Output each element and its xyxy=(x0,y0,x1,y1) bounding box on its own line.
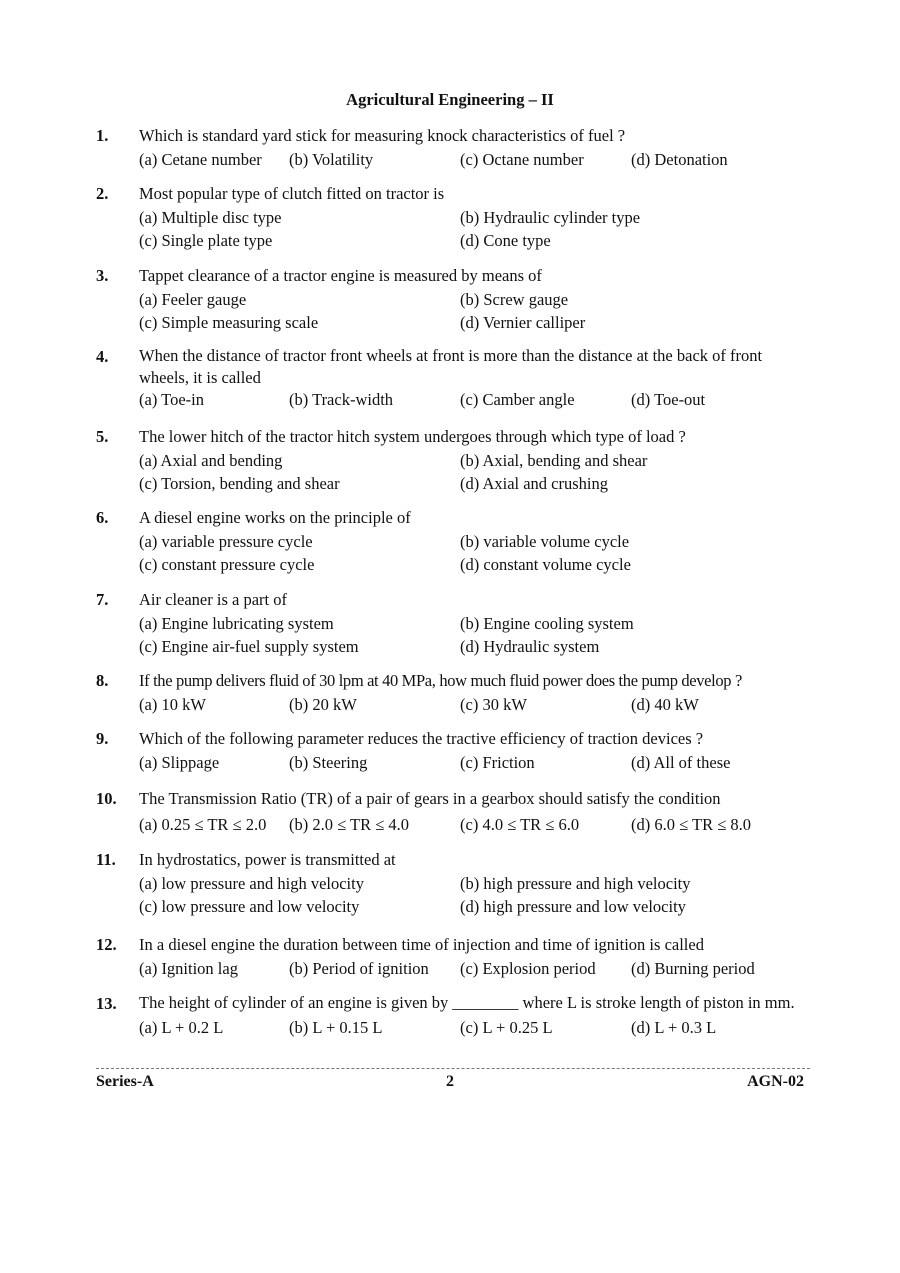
question-8 xyxy=(96,669,810,716)
footer-page-number: 2 xyxy=(446,1073,454,1090)
footer-series: Series-A xyxy=(96,1073,154,1090)
question-1 xyxy=(96,124,810,171)
question-text: Which of the following parameter reduces the tractive efficiency of traction devices ? xyxy=(139,729,704,748)
question-text: Tappet clearance of a tractor engine is measured by means of xyxy=(139,266,542,285)
footer-divider xyxy=(96,1068,810,1069)
question-number: 13. xyxy=(96,994,117,1013)
question-number: 9. xyxy=(96,729,109,748)
question-13 xyxy=(96,992,810,1039)
option-b: (b) Hydraulic cylinder type xyxy=(460,207,641,227)
option-a: (a) Slippage xyxy=(139,752,220,772)
option-a: (a) Ignition lag xyxy=(139,958,238,978)
question-number: 3. xyxy=(96,266,109,285)
option-c: (c) 30 kW xyxy=(460,694,527,714)
option-d: (d) Axial and crushing xyxy=(460,474,609,493)
question-text: The lower hitch of the tractor hitch system undergoes through which type of load ? xyxy=(139,427,686,446)
option-a: (a) Engine lubricating system xyxy=(139,613,334,633)
question-5 xyxy=(96,425,810,496)
question-text: A diesel engine works on the principle of xyxy=(139,508,411,527)
option-a: (a) variable pressure cycle xyxy=(139,531,313,551)
option-b: (b) high pressure and high velocity xyxy=(460,873,691,893)
question-3 xyxy=(96,264,810,335)
question-number: 7. xyxy=(96,590,109,609)
option-a: (a) Multiple disc type xyxy=(139,207,282,227)
question-2 xyxy=(96,182,810,253)
option-a: (a) L + 0.2 L xyxy=(139,1017,224,1037)
option-d: (d) high pressure and low velocity xyxy=(460,897,686,916)
option-a: (a) Feeler gauge xyxy=(139,289,247,309)
option-c: (c) 4.0 ≤ TR ≤ 6.0 xyxy=(460,814,580,834)
option-d: (d) 40 kW xyxy=(631,694,699,714)
option-c: (c) low pressure and low velocity xyxy=(139,897,360,916)
question-9 xyxy=(96,727,810,774)
option-c: (c) Single plate type xyxy=(139,231,273,250)
option-a: (a) Axial and bending xyxy=(139,450,283,470)
footer-code: AGN-02 xyxy=(747,1073,804,1090)
question-text: If the pump delivers fluid of 30 lpm at 40 MPa, how much fluid power does the pump develop ? xyxy=(139,671,742,690)
option-b: (b) Volatility xyxy=(289,149,374,169)
option-d: (d) Vernier calliper xyxy=(460,313,586,332)
option-c: (c) Engine air-fuel supply system xyxy=(139,637,359,656)
option-b: (b) Period of ignition xyxy=(289,958,429,978)
option-b: (b) Steering xyxy=(289,752,368,772)
option-b: (b) Track-width xyxy=(289,390,394,409)
question-text: Which is standard yard stick for measuring knock characteristics of fuel ? xyxy=(139,126,626,145)
option-c: (c) Simple measuring scale xyxy=(139,313,319,332)
option-d: (d) Toe-out xyxy=(631,390,706,409)
question-number: 1. xyxy=(96,126,109,145)
option-c: (c) Torsion, bending and shear xyxy=(139,474,340,493)
option-c: (c) Friction xyxy=(460,752,535,772)
question-11 xyxy=(96,848,810,919)
option-b: (b) Screw gauge xyxy=(460,289,569,309)
option-b: (b) 20 kW xyxy=(289,694,357,714)
option-c: (c) constant pressure cycle xyxy=(139,555,315,574)
option-b: (b) L + 0.15 L xyxy=(289,1017,383,1037)
question-number: 10. xyxy=(96,789,117,808)
option-c: (c) L + 0.25 L xyxy=(460,1017,553,1037)
option-b: (b) Axial, bending and shear xyxy=(460,450,648,470)
question-number: 2. xyxy=(96,184,109,203)
question-7 xyxy=(96,588,810,659)
question-10 xyxy=(96,787,810,836)
question-text: When the distance of tractor front wheels at front is more than the distance at the back of front wheels, it is called xyxy=(139,346,763,387)
option-d: (d) All of these xyxy=(631,752,731,772)
question-text: In a diesel engine the duration between time of injection and time of ignition is called xyxy=(139,935,704,954)
option-b: (b) Engine cooling system xyxy=(460,613,634,633)
option-d: (d) constant volume cycle xyxy=(460,555,631,574)
option-d: (d) 6.0 ≤ TR ≤ 8.0 xyxy=(631,814,752,834)
question-text: The Transmission Ratio (TR) of a pair of gears in a gearbox should satisfy the condition xyxy=(139,789,721,808)
question-text: In hydrostatics, power is transmitted at xyxy=(139,850,396,869)
option-c: (c) Camber angle xyxy=(460,390,575,409)
option-d: (d) Burning period xyxy=(631,958,755,978)
question-4 xyxy=(96,345,810,412)
option-a: (a) 0.25 ≤ TR ≤ 2.0 xyxy=(139,814,267,834)
question-text: Most popular type of clutch fitted on tractor is xyxy=(139,184,445,203)
question-number: 8. xyxy=(96,671,109,690)
option-d: (d) Detonation xyxy=(631,149,728,169)
question-number: 5. xyxy=(96,427,109,446)
question-number: 4. xyxy=(96,347,109,366)
question-number: 12. xyxy=(96,935,117,954)
option-a: (a) Cetane number xyxy=(139,149,262,169)
option-d: (d) Hydraulic system xyxy=(460,637,600,656)
question-text: Air cleaner is a part of xyxy=(139,590,287,609)
page-title: Agricultural Engineering – II xyxy=(346,90,554,109)
option-a: (a) low pressure and high velocity xyxy=(139,873,364,893)
option-c: (c) Explosion period xyxy=(460,958,596,978)
option-d: (d) L + 0.3 L xyxy=(631,1017,717,1037)
question-text: The height of cylinder of an engine is given by ________ where L is stroke length of piston in mm. xyxy=(139,993,795,1012)
question-number: 11. xyxy=(96,850,116,869)
option-c: (c) Octane number xyxy=(460,149,584,169)
question-12 xyxy=(96,933,810,980)
option-b: (b) variable volume cycle xyxy=(460,531,630,551)
option-d: (d) Cone type xyxy=(460,231,551,250)
question-number: 6. xyxy=(96,508,109,527)
option-b: (b) 2.0 ≤ TR ≤ 4.0 xyxy=(289,814,410,834)
option-a: (a) 10 kW xyxy=(139,694,206,714)
option-a: (a) Toe-in xyxy=(139,390,204,409)
question-6 xyxy=(96,506,810,577)
